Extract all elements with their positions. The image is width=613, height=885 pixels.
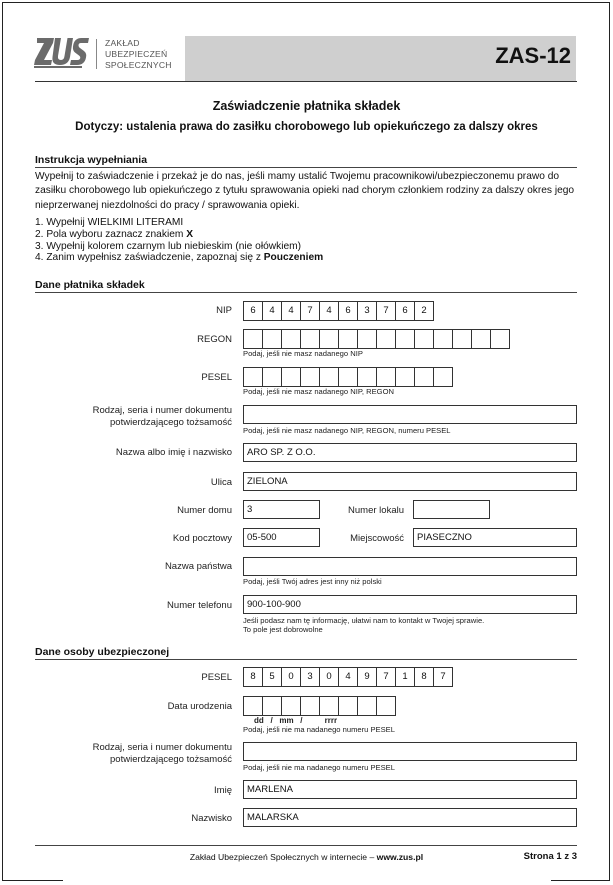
document-title: Zaświadczenie płatnika składek [212, 99, 401, 113]
digit-cell[interactable] [319, 696, 339, 716]
digit-cell[interactable]: 8 [414, 667, 434, 687]
street-label: Ulica [210, 477, 232, 488]
page-border-bottom-right [551, 880, 610, 881]
postal-code-label: Kod pocztowy [172, 533, 232, 544]
digit-cell[interactable]: 3 [357, 301, 377, 321]
digit-cell[interactable] [262, 329, 282, 349]
logo-line-1: ZAKŁAD [105, 38, 140, 48]
footer-rule [35, 845, 577, 846]
digit-cell[interactable] [300, 696, 320, 716]
digit-cell[interactable]: 3 [300, 667, 320, 687]
instruction-step: 3. Wypełnij kolorem czarnym lub niebieskim (nie ołówkiem) [35, 240, 302, 252]
street-input[interactable]: ZIELONA [243, 472, 577, 491]
insured-id-document-input[interactable] [243, 742, 577, 761]
digit-cell[interactable] [357, 367, 377, 387]
digit-cell[interactable]: 7 [300, 301, 320, 321]
digit-cell[interactable] [452, 329, 472, 349]
regon-label: REGON [197, 334, 232, 345]
digit-cell[interactable] [281, 367, 301, 387]
instructions-steps [35, 217, 323, 264]
digit-cell[interactable] [319, 367, 339, 387]
city-label: Miejscowość [350, 533, 404, 544]
digit-cell[interactable]: 6 [395, 301, 415, 321]
flat-number-input[interactable] [413, 500, 490, 519]
instruction-step: 1. Wypełnij WIELKIMI LITERAMI [35, 217, 184, 228]
digit-cell[interactable] [338, 696, 358, 716]
digit-cell[interactable] [281, 696, 301, 716]
footer-link[interactable]: www.zus.pl [376, 852, 424, 862]
digit-cell[interactable] [433, 367, 453, 387]
page-border-left [2, 2, 3, 881]
last-name-input[interactable]: MALARSKA [243, 808, 577, 827]
birth-date-input[interactable] [243, 696, 395, 714]
digit-cell[interactable] [319, 329, 339, 349]
logo-separator [96, 39, 97, 69]
digit-cell[interactable] [262, 696, 282, 716]
insured-id-document-hint: Podaj, jeśli nie ma nadanego numeru PESEL [243, 763, 395, 772]
digit-cell[interactable]: 4 [281, 301, 301, 321]
flat-number-label: Numer lokalu [348, 505, 404, 516]
header-rule [35, 81, 577, 82]
page-border-bottom-left [2, 880, 63, 881]
digit-cell[interactable] [376, 329, 396, 349]
form-code: ZAS-12 [495, 43, 571, 68]
instructions-rule [35, 167, 577, 168]
digit-cell[interactable] [395, 329, 415, 349]
digit-cell[interactable] [357, 696, 377, 716]
instructions-heading: Instrukcja wypełniania [35, 154, 148, 166]
logo-line-2: UBEZPIECZEŃ [105, 49, 168, 59]
digit-cell[interactable] [357, 329, 377, 349]
digit-cell[interactable]: 5 [262, 667, 282, 687]
insured-id-document-label: Rodzaj, seria i numer dokumentu potwierdzającego tożsamość [92, 742, 232, 765]
digit-cell[interactable]: 0 [319, 667, 339, 687]
digit-cell[interactable] [300, 367, 320, 387]
digit-cell[interactable] [433, 329, 453, 349]
phone-hint: Jeśli podasz nam tę informację, ułatwi nam to kontakt w Twojej sprawie. To pole jest dobrowolne [243, 616, 485, 634]
birth-date-hint: Podaj, jeśli nie ma nadanego numeru PESEL [243, 725, 395, 734]
payer-pesel-hint: Podaj, jeśli nie masz nadanego NIP, REGON [243, 387, 394, 396]
digit-cell[interactable] [281, 329, 301, 349]
house-number-input[interactable]: 3 [243, 500, 320, 519]
postal-code-input[interactable]: 05-500 [243, 528, 320, 547]
insured-pesel-input[interactable] [243, 667, 452, 685]
first-name-label: Imię [214, 785, 232, 796]
country-label: Nazwa państwa [164, 561, 232, 572]
payer-pesel-input[interactable] [243, 367, 452, 385]
digit-cell[interactable] [414, 329, 434, 349]
page-number: Strona 1 z 3 [523, 851, 577, 862]
digit-cell[interactable] [338, 329, 358, 349]
digit-cell[interactable]: 8 [243, 667, 263, 687]
digit-cell[interactable] [471, 329, 491, 349]
payer-id-document-label: Rodzaj, seria i numer dokumentu potwierdzającego tożsamość [92, 405, 232, 428]
digit-cell[interactable]: 4 [338, 667, 358, 687]
digit-cell[interactable] [338, 367, 358, 387]
instruction-step: 2. Pola wyboru zaznacz znakiem X [35, 228, 193, 240]
first-name-input[interactable]: MARLENA [243, 780, 577, 799]
nip-label: NIP [216, 305, 232, 316]
digit-cell[interactable]: 6 [243, 301, 263, 321]
regon-input[interactable] [243, 329, 509, 347]
page-border-right [609, 2, 610, 881]
payer-name-label: Nazwa albo imię i nazwisko [115, 447, 232, 458]
payer-rule [35, 292, 577, 293]
digit-cell[interactable]: 7 [376, 667, 396, 687]
insured-heading: Dane osoby ubezpieczonej [35, 646, 170, 658]
digit-cell[interactable]: 4 [262, 301, 282, 321]
digit-cell[interactable] [395, 367, 415, 387]
payer-pesel-label: PESEL [201, 372, 232, 383]
logo-line-3: SPOŁECZNYCH [105, 60, 172, 70]
nip-input[interactable] [243, 301, 433, 319]
city-input[interactable]: PIASECZNO [413, 528, 577, 547]
instruction-step: 4. Zanim wypełnisz zaświadczenie, zapoznaj się z Pouczeniem [35, 252, 324, 264]
digit-cell[interactable] [300, 329, 320, 349]
digit-cell[interactable]: 7 [433, 667, 453, 687]
payer-name-input[interactable]: ARO SP. Z O.O. [243, 443, 577, 462]
regon-hint: Podaj, jeśli nie masz nadanego NIP [243, 349, 363, 358]
digit-cell[interactable]: 9 [357, 667, 377, 687]
logo-text [105, 38, 172, 71]
house-number-label: Numer domu [177, 505, 232, 516]
insured-pesel-label: PESEL [201, 672, 232, 683]
digit-cell[interactable]: 4 [319, 301, 339, 321]
zus-logo-icon [34, 36, 90, 68]
document-subtitle: Dotyczy: ustalenia prawa do zasiłku chorobowego lub opiekuńczego za dalszy okres [75, 121, 538, 133]
country-input[interactable] [243, 557, 577, 576]
digit-cell[interactable] [243, 367, 263, 387]
insured-rule [35, 659, 577, 660]
phone-label: Numer telefonu [167, 600, 232, 611]
digit-cell[interactable]: 2 [414, 301, 434, 321]
digit-cell[interactable]: 7 [376, 301, 396, 321]
instructions-paragraph: Wypełnij to zaświadczenie i przekaż je do nas, jeśli mamy ustalić Twojemu pracownikowi/ubezpieczonemu prawo do zasiłku chorobowego lub opiekuńczego z tytułu sprawowania opieki nad chorym członkiem rodziny za dalszy okres jego nieprzerwanej niezdolności do pracy / sprawowania opieki. [35, 171, 575, 211]
phone-input[interactable]: 900-100-900 [243, 595, 577, 614]
footer-text: Zakład Ubezpieczeń Społecznych w internecie – www.zus.pl [189, 852, 424, 862]
digit-cell[interactable]: 6 [338, 301, 358, 321]
digit-cell[interactable] [243, 329, 263, 349]
birth-date-format-legend: dd / mm / rrrr [254, 716, 338, 725]
digit-cell[interactable] [490, 329, 510, 349]
digit-cell[interactable]: 1 [395, 667, 415, 687]
payer-id-document-hint: Podaj, jeśli nie masz nadanego NIP, REGON, numeru PESEL [243, 426, 451, 435]
last-name-label: Nazwisko [191, 813, 232, 824]
birth-date-label: Data urodzenia [167, 701, 232, 712]
digit-cell[interactable] [376, 367, 396, 387]
page-border-top [2, 2, 609, 3]
digit-cell[interactable] [243, 696, 263, 716]
digit-cell[interactable] [376, 696, 396, 716]
payer-heading: Dane płatnika składek [35, 279, 145, 291]
payer-id-document-input[interactable] [243, 405, 577, 424]
digit-cell[interactable] [414, 367, 434, 387]
country-hint: Podaj, jeśli Twój adres jest inny niż polski [243, 577, 382, 586]
digit-cell[interactable] [262, 367, 282, 387]
digit-cell[interactable]: 0 [281, 667, 301, 687]
